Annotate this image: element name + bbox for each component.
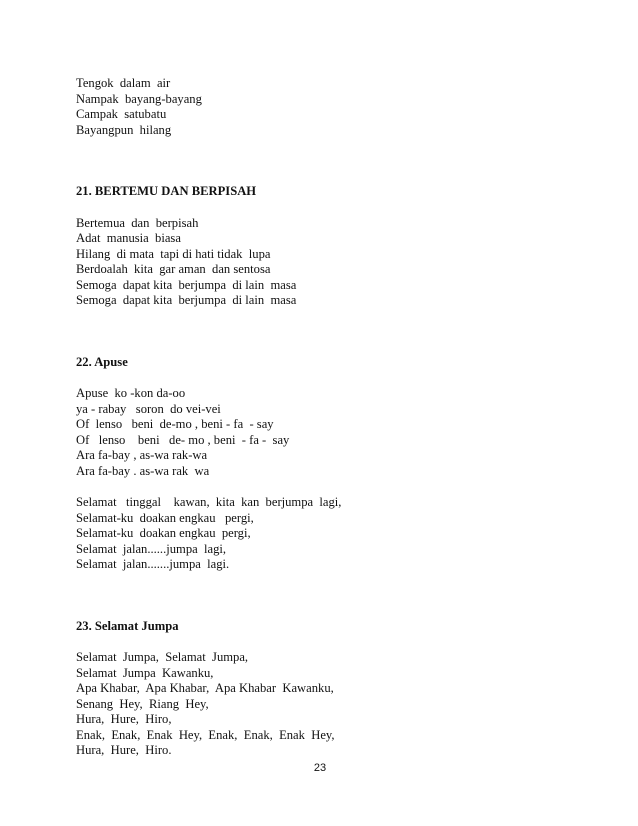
verse-line: Selamat-ku doakan engkau pergi, <box>76 526 251 540</box>
verse-line: Selamat-ku doakan engkau pergi, <box>76 510 254 525</box>
verse-paragraph <box>76 495 576 573</box>
document-page <box>76 76 576 759</box>
page-number: 23 <box>313 762 327 774</box>
section-heading: 23. Selamat Jumpa <box>76 618 179 633</box>
verse-line: Ara fa-bay . as-wa rak wa <box>76 463 210 478</box>
verse-line: Apuse ko -kon da-oo <box>76 386 186 400</box>
verse-line: Nampak bayang-bayang <box>76 91 202 106</box>
verse-paragraph <box>76 386 576 479</box>
intro-verse <box>76 76 576 138</box>
verse-line: Selamat tinggal kawan, kita kan berjumpa lagi, <box>76 495 342 509</box>
verse-line: Apa Khabar, Apa Khabar, Apa Khabar Kawanku, <box>76 681 334 695</box>
verse-line: Semoga dapat kita berjumpa di lain masa <box>76 277 297 292</box>
verse-line: Of lenso beni de-mo , beni - fa - say <box>76 417 274 431</box>
verse-paragraph <box>76 216 576 309</box>
verse-line: Selamat Jumpa, Selamat Jumpa, <box>76 650 249 664</box>
verse-line: Ara fa-bay , as-wa rak-wa <box>76 448 208 462</box>
verse-line: Adat manusia biasa <box>76 231 181 245</box>
verse-line: Semoga dapat kita berjumpa di lain masa <box>76 293 297 307</box>
section-heading: 22. Apuse <box>76 354 128 369</box>
verse-line: Enak, Enak, Enak Hey, Enak, Enak, Enak Hey, <box>76 727 335 742</box>
song-section-21 <box>76 184 576 309</box>
verse-line: Campak satubatu <box>76 107 167 121</box>
verse-paragraph <box>76 650 576 759</box>
verse-line: Selamat jalan.......jumpa lagi. <box>76 557 230 571</box>
verse-line: Hura, Hure, Hiro. <box>76 743 172 757</box>
verse-line: Selamat jalan......jumpa lagi, <box>76 541 227 556</box>
verse-line: Of lenso beni de- mo , beni - fa - say <box>76 432 290 447</box>
section-heading: 21. BERTEMU DAN BERPISAH <box>76 184 257 198</box>
verse-line: Hilang di mata tapi di hati tidak lupa <box>76 246 271 261</box>
verse-line: Tengok dalam air <box>76 76 171 90</box>
verse-line: Senang Hey, Riang Hey, <box>76 696 209 711</box>
verse-line: Selamat Jumpa Kawanku, <box>76 665 214 680</box>
verse-line: Berdoalah kita gar aman dan sentosa <box>76 262 271 276</box>
song-section-22 <box>76 355 576 573</box>
song-section-23 <box>76 619 576 759</box>
verse-line: ya - rabay soron do vei-vei <box>76 401 221 416</box>
verse-line: Hura, Hure, Hiro, <box>76 712 172 726</box>
verse-line: Bertemua dan berpisah <box>76 215 199 230</box>
verse-line: Bayangpun hilang <box>76 122 172 137</box>
